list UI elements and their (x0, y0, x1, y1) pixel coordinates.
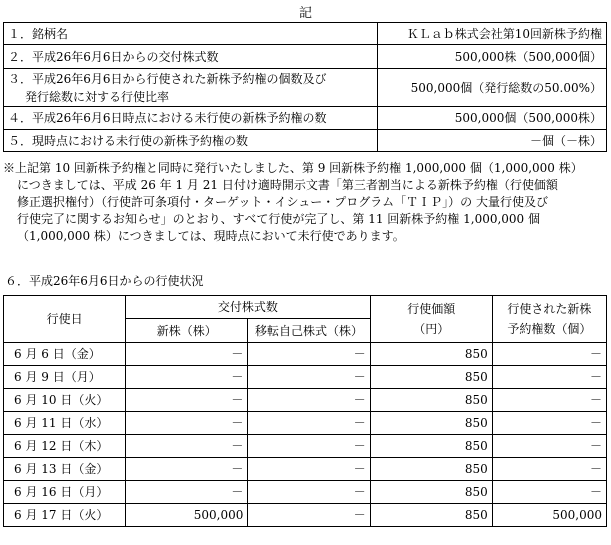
cell-date: 6 月 9 日（月） (4, 366, 126, 389)
cell-price: 850 (370, 389, 492, 412)
cell-new-shares: － (126, 343, 248, 366)
cell-price: 850 (370, 458, 492, 481)
header-price-unit: （円） (413, 322, 450, 336)
cell-price: 850 (370, 412, 492, 435)
cell-treasury: － (248, 504, 370, 527)
cell-exercised: － (492, 366, 606, 389)
summary-value: －個（－株） (378, 130, 607, 152)
header-date: 行使日 (4, 296, 126, 343)
table-row (4, 481, 607, 504)
summary-value: 500,000個（500,000株） (378, 107, 607, 130)
cell-date: 6 月 13 日（金） (4, 458, 126, 481)
summary-label: ２．平成26年6月6日からの交付株式数 (4, 45, 378, 69)
note-line: 行使完了に関するお知らせ」のとおり、すべて行使が完了し、第 11 回新株予約権 1,000,000 個 (17, 212, 541, 226)
cell-exercised: 500,000 (492, 504, 606, 527)
summary-value: ＫＬａｂ株式会社第10回新株予約権 (378, 23, 607, 45)
note-line: につきましては、平成 26 年 1 月 21 日付け適時開示文書「第三者割当による新株予約権（行使価額 (17, 178, 558, 192)
cell-treasury: － (248, 343, 370, 366)
note-line: 修正選択権付）（行使許可条項付・ターゲット・イシュー・プログラム「ＴＩＰ」）の 大量行使及び (17, 195, 548, 209)
summary-label-line: 発行総数に対する行使比率 (25, 89, 170, 104)
table-row (4, 435, 607, 458)
cell-date: 6 月 12 日（木） (4, 435, 126, 458)
summary-row (4, 45, 607, 69)
section-title: ６．平成26年6月6日からの行使状況 (5, 274, 204, 288)
header-exercised-line2: 予約権数（個） (507, 322, 592, 336)
cell-exercised: － (492, 389, 606, 412)
cell-treasury: － (248, 435, 370, 458)
summary-row (4, 69, 607, 107)
exercise-table (3, 295, 607, 527)
summary-value: 500,000個（発行総数の50.00%） (378, 69, 607, 107)
cell-date: 6 月 11 日（水） (4, 412, 126, 435)
cell-new-shares: 500,000 (126, 504, 248, 527)
summary-row (4, 23, 607, 45)
cell-treasury: － (248, 458, 370, 481)
table-row (4, 389, 607, 412)
cell-new-shares: － (126, 458, 248, 481)
cell-treasury: － (248, 366, 370, 389)
summary-value: 500,000株（500,000個） (378, 45, 607, 69)
table-row (4, 412, 607, 435)
header-treasury: 移転自己株式（株） (248, 319, 370, 343)
cell-price: 850 (370, 504, 492, 527)
cell-new-shares: － (126, 481, 248, 504)
header-row (4, 296, 607, 319)
summary-label-line: ３．平成26年6月6日から行使された新株予約権の個数及び (8, 71, 327, 86)
table-row (4, 504, 607, 527)
cell-new-shares: － (126, 366, 248, 389)
header-price (370, 296, 492, 343)
cell-date: 6 月 17 日（火） (4, 504, 126, 527)
header-delivered: 交付株式数 (126, 296, 370, 319)
summary-label: １．銘柄名 (4, 23, 378, 45)
cell-treasury: － (248, 412, 370, 435)
cell-exercised: － (492, 412, 606, 435)
header-exercised (492, 296, 606, 343)
cell-treasury: － (248, 389, 370, 412)
cell-date: 6 月 16 日（月） (4, 481, 126, 504)
cell-date: 6 月 6 日（金） (4, 343, 126, 366)
exercise-body (4, 343, 607, 527)
cell-treasury: － (248, 481, 370, 504)
cell-price: 850 (370, 366, 492, 389)
summary-table (3, 22, 607, 152)
cell-exercised: － (492, 343, 606, 366)
table-row (4, 458, 607, 481)
header-new-shares: 新株（株） (126, 319, 248, 343)
summary-row (4, 130, 607, 152)
cell-price: 850 (370, 435, 492, 458)
cell-date: 6 月 10 日（火） (4, 389, 126, 412)
header-price-label: 行使価額 (407, 302, 456, 316)
summary-label: ４．平成26年6月6日時点における未行使の新株予約権の数 (4, 107, 378, 130)
cell-price: 850 (370, 481, 492, 504)
note-line: ※上記第 10 回新株予約権と同時に発行いたしました、第 9 回新株予約権 1,000,000 個（1,000,000 株） (3, 161, 583, 175)
cell-exercised: － (492, 458, 606, 481)
note-line: （1,000,000 株）につきましては、現時点において未行使であります。 (17, 229, 405, 243)
cell-new-shares: － (126, 389, 248, 412)
cell-new-shares: － (126, 412, 248, 435)
cell-exercised: － (492, 481, 606, 504)
table-row (4, 366, 607, 389)
cell-new-shares: － (126, 435, 248, 458)
summary-label: ５．現時点における未行使の新株予約権の数 (4, 130, 378, 152)
heading: 記 (298, 6, 312, 21)
table-row (4, 343, 607, 366)
cell-price: 850 (370, 343, 492, 366)
cell-exercised: － (492, 435, 606, 458)
header-exercised-line1: 行使された新株 (507, 302, 592, 316)
summary-row (4, 107, 607, 130)
summary-label (4, 69, 378, 107)
